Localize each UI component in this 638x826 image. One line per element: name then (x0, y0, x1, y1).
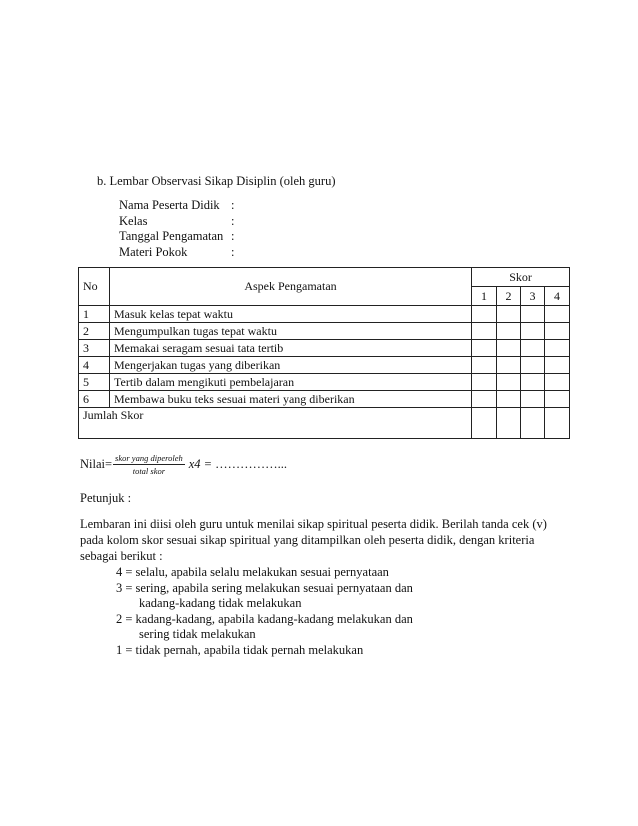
score-cell[interactable] (545, 306, 570, 323)
petunjuk-label: Petunjuk : (80, 491, 132, 505)
score-cell[interactable] (545, 340, 570, 357)
score-cell[interactable] (497, 340, 521, 357)
field-label: Tanggal Pengamatan (119, 229, 224, 243)
table-row (79, 374, 570, 391)
identity-fields (119, 198, 234, 260)
header-skor-3: 3 (521, 287, 545, 306)
nilai-label: Nilai= (80, 457, 113, 471)
row-aspek: Masuk kelas tepat waktu (110, 306, 472, 323)
row-aspek: Memakai seragam sesuai tata tertib (110, 340, 472, 357)
row-no: 2 (79, 323, 110, 340)
score-cell[interactable] (472, 323, 497, 340)
total-row (79, 408, 570, 439)
row-aspek: Mengumpulkan tugas tepat waktu (110, 323, 472, 340)
field-separator: : (231, 244, 235, 259)
header-no: No (79, 268, 110, 306)
total-label: Jumlah Skor (79, 408, 472, 439)
instruction-paragraph: Lembaran ini diisi oleh guru untuk menilai sikap spiritual peserta didik. Berilah tanda cek (v) pada kolom skor sesuai sikap spiritual yang ditampilkan oleh peserta didik, dengan kriteria sebagai berikut : (80, 517, 547, 563)
header-skor: Skor (472, 268, 570, 287)
score-cell[interactable] (545, 323, 570, 340)
table-row (79, 323, 570, 340)
row-no: 5 (79, 374, 110, 391)
field-nama-peserta-didik (119, 198, 234, 214)
section-heading: b. Lembar Observasi Sikap Disiplin (oleh guru) (97, 174, 336, 188)
field-separator: : (231, 229, 235, 243)
criteria-line: 3 = sering, apabila sering melakukan sesuai pernyataan dan (116, 580, 413, 595)
row-aspek: Tertib dalam mengikuti pembelajaran (110, 374, 472, 391)
table-row (79, 340, 570, 357)
score-cell[interactable] (521, 357, 545, 374)
score-cell[interactable] (472, 391, 497, 408)
criteria-line: 4 = selalu, apabila selalu melakukan sesuai pernyataan (116, 565, 389, 579)
score-cell[interactable] (497, 391, 521, 408)
criteria-line: 2 = kadang-kadang, apabila kadang-kadang melakukan dan (116, 611, 413, 626)
table-row (79, 306, 570, 323)
criteria-line-continued: kadang-kadang tidak melakukan (139, 596, 302, 611)
table-row (79, 357, 570, 374)
fraction-numerator: skor yang diperoleh (115, 453, 183, 463)
header-skor-4: 4 (545, 287, 570, 306)
table-row (79, 391, 570, 408)
score-cell[interactable] (472, 408, 497, 439)
header-skor-1: 1 (472, 287, 497, 306)
field-tanggal-pengamatan (119, 229, 234, 245)
criteria-line: 1 = tidak pernah, apabila tidak pernah melakukan (116, 642, 364, 657)
score-cell[interactable] (521, 306, 545, 323)
criteria-item (116, 612, 413, 643)
field-kelas (119, 214, 234, 230)
score-cell[interactable] (545, 357, 570, 374)
row-aspek: Mengerjakan tugas yang diberikan (110, 357, 472, 374)
score-cell[interactable] (497, 357, 521, 374)
criteria-line-continued: sering tidak melakukan (139, 627, 256, 642)
row-no: 1 (79, 306, 110, 323)
score-cell[interactable] (497, 374, 521, 391)
nilai-blank: ……………... (215, 457, 287, 471)
criteria-list (116, 565, 413, 659)
observation-table (78, 267, 570, 439)
row-no: 3 (79, 340, 110, 357)
header-aspek: Aspek Pengamatan (110, 268, 472, 306)
score-cell[interactable] (497, 323, 521, 340)
score-cell[interactable] (545, 374, 570, 391)
fraction-denominator: total skor (132, 466, 166, 476)
score-cell[interactable] (472, 340, 497, 357)
score-cell[interactable] (521, 391, 545, 408)
field-label: Materi Pokok (119, 244, 188, 259)
score-cell[interactable] (497, 306, 521, 323)
multiplier: x4 = (188, 457, 213, 471)
field-label: Kelas (119, 213, 148, 228)
field-label: Nama Peserta Didik (119, 198, 220, 212)
score-cell[interactable] (472, 357, 497, 374)
fraction (113, 453, 185, 476)
criteria-item (116, 565, 413, 581)
table-header-row (79, 268, 570, 287)
score-cell[interactable] (472, 374, 497, 391)
field-separator: : (231, 198, 235, 212)
score-cell[interactable] (521, 374, 545, 391)
field-materi-pokok (119, 245, 234, 261)
row-aspek: Membawa buku teks sesuai materi yang diberikan (110, 391, 472, 408)
score-cell[interactable] (545, 408, 570, 439)
criteria-item (116, 581, 413, 612)
score-cell[interactable] (521, 340, 545, 357)
row-no: 6 (79, 391, 110, 408)
score-cell[interactable] (521, 408, 545, 439)
row-no: 4 (79, 357, 110, 374)
field-separator: : (231, 213, 235, 228)
score-cell[interactable] (472, 306, 497, 323)
score-cell[interactable] (521, 323, 545, 340)
score-cell[interactable] (545, 391, 570, 408)
header-skor-2: 2 (497, 287, 521, 306)
score-cell[interactable] (497, 408, 521, 439)
criteria-item (116, 643, 413, 659)
nilai-formula (80, 453, 287, 476)
